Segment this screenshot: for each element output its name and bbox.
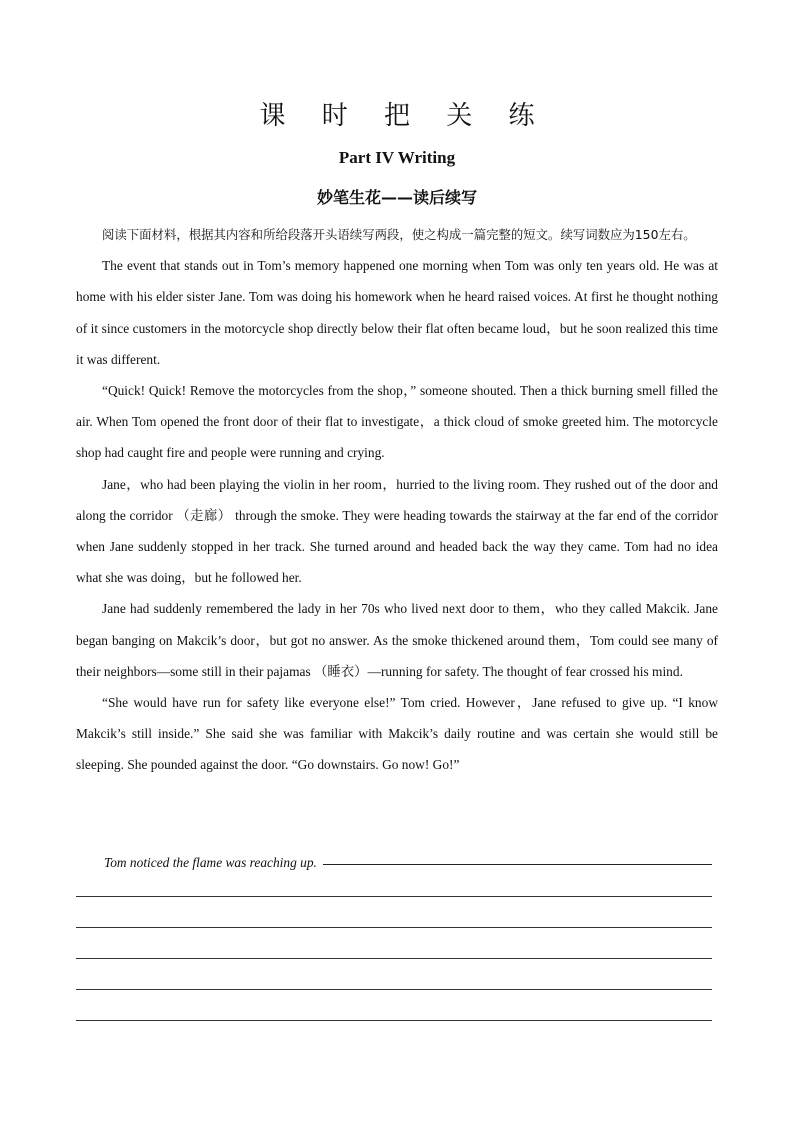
paragraph-2: “Quick! Quick! Remove the motorcycles from the shop，” someone shouted. Then a thick burning smell filled the air. When Tom opened the front door of their flat to investigate，a thick cloud of smoke greeted him. The motorcycle shop had caught fire and people were running and crying.: [76, 383, 718, 461]
section-heading: 妙笔生花——读后续写: [316, 188, 477, 207]
paragraph-3: Jane，who had been playing the violin in her room，hurried to the living room. They rushed out of the door and along the corridor （走廊） through the smoke. They were heading towards the stairway at the far end of the corridor when Jane suddenly stopped in her track. She turned around and headed back the way they came. Tom had no idea what she was doing，but he followed her.: [76, 476, 718, 586]
writing-prompt: Tom noticed the flame was reaching up.: [104, 855, 317, 870]
answer-line[interactable]: [76, 928, 712, 959]
instructions: 阅读下面材料，根据其内容和所给段落开头语续写两段，使之构成一篇完整的短文。续写词数应为150左右。: [102, 227, 696, 242]
paragraph-5: “She would have run for safety like everyone else!” Tom cried. However，Jane refused to give up. “I know Makcik’s still inside.” She said she was familiar with Makcik’s daily routine and was certain she would still be sleeping. She pounded against the door. “Go downstairs. Go now! Go!”: [76, 695, 718, 773]
paragraph-4: Jane had suddenly remembered the lady in her 70s who lived next door to them，who they called Makcik. Jane began banging on Makcik’s door，but got no answer. As the smoke thickened around them，Tom could see many of their neighbors—some still in their pajamas （睡衣）—running for safety. The thought of fear crossed his mind.: [76, 601, 718, 679]
part-heading: Part IV Writing: [338, 148, 456, 167]
writing-area[interactable]: [76, 866, 712, 1021]
answer-line[interactable]: [76, 959, 712, 990]
paragraph-1: The event that stands out in Tom’s memory happened one morning when Tom was only ten years old. He was at home with his elder sister Jane. Tom was doing his homework when he heard raised voices. At first he thought nothing of it since customers in the motorcycle shop directly below their flat often became loud，but he soon realized this time it was different.: [76, 258, 718, 367]
passage: [76, 219, 718, 781]
answer-line[interactable]: [76, 990, 712, 1021]
answer-line[interactable]: [76, 897, 712, 928]
answer-line-0[interactable]: [323, 846, 712, 865]
page-title: 课 时 把 关 练: [259, 101, 549, 131]
answer-line[interactable]: [76, 866, 712, 897]
